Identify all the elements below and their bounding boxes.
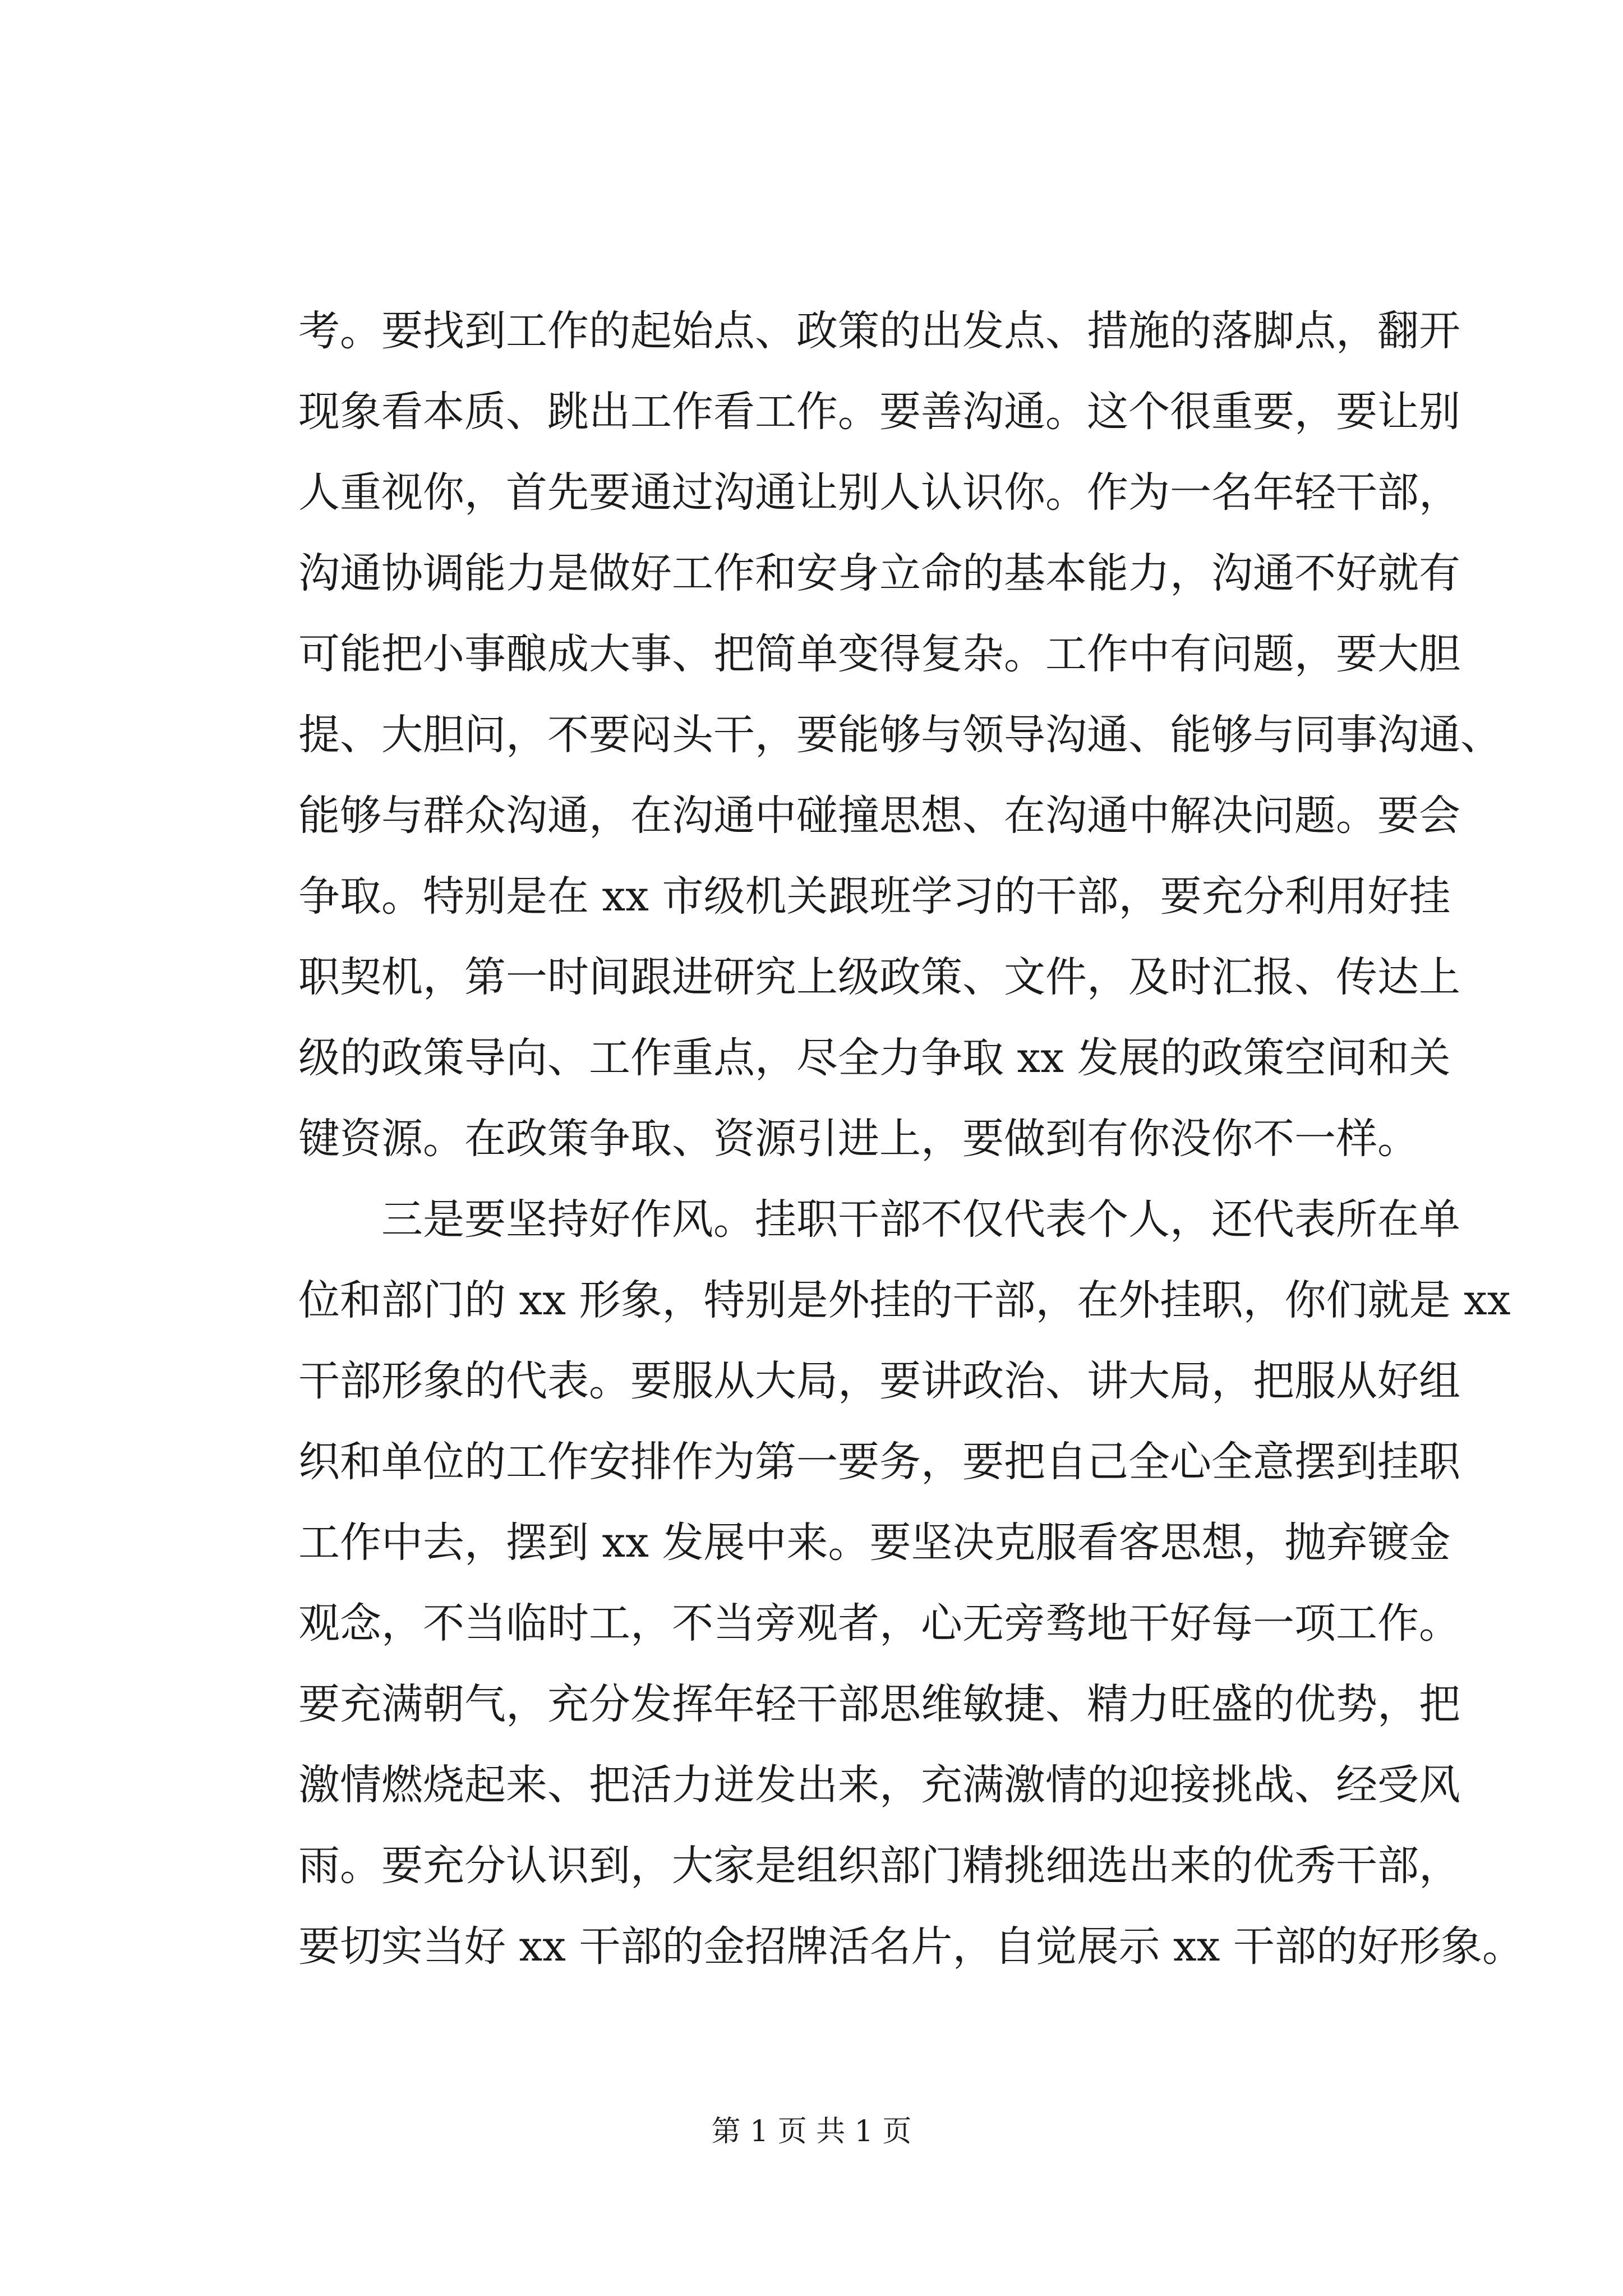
body-line-1: 考。要找到工作的起始点、政策的出发点、措施的落脚点，翻开 [298, 307, 1460, 355]
body-line-12: 三是要坚持好作风。挂职干部不仅代表个人，还代表所在单 [381, 1195, 1460, 1244]
page-footer: 第 1 页 共 1 页 [711, 2115, 912, 2148]
body-line-9: 职契机，第一时间跟进研究上级政策、文件，及时汇报、传达上 [298, 953, 1460, 1001]
body-line-20: 雨。要充分认识到，大家是组织部门精挑细选出来的优秀干部， [298, 1842, 1460, 1890]
body-line-16: 工作中去，摆到 xx 发展中来。要坚决克服看客思想，抛弃镀金 [298, 1519, 1451, 1567]
body-line-14: 干部形象的代表。要服从大局，要讲政治、讲大局，把服从好组 [298, 1357, 1460, 1405]
body-line-13: 位和部门的 xx 形象，特别是外挂的干部，在外挂职，你们就是 xx [298, 1276, 1511, 1324]
body-line-7: 能够与群众沟通，在沟通中碰撞思想、在沟通中解决问题。要会 [298, 792, 1460, 840]
body-line-4: 沟通协调能力是做好工作和安身立命的基本能力，沟通不好就有 [298, 549, 1460, 597]
body-line-10: 级的政策导向、工作重点，尽全力争取 xx 发展的政策空间和关 [298, 1034, 1451, 1082]
body-line-5: 可能把小事酿成大事、把简单变得复杂。工作中有问题，要大胆 [298, 630, 1460, 678]
body-line-2: 现象看本质、跳出工作看工作。要善沟通。这个很重要，要让别 [298, 388, 1460, 436]
body-line-19: 激情燃烧起来、把活力迸发出来，充满激情的迎接挑战、经受风 [298, 1761, 1460, 1809]
body-line-18: 要充满朝气，充分发挥年轻干部思维敏捷、精力旺盛的优势，把 [298, 1680, 1460, 1728]
body-line-21: 要切实当好 xx 干部的金招牌活名片，自觉展示 xx 干部的好形象。 [298, 1922, 1524, 1971]
body-line-11: 键资源。在政策争取、资源引进上，要做到有你没你不一样。 [298, 1115, 1419, 1163]
body-line-6: 提、大胆问，不要闷头干，要能够与领导沟通、能够与同事沟通、 [298, 711, 1502, 759]
body-line-17: 观念，不当临时工，不当旁观者，心无旁骛地干好每一项工作。 [298, 1599, 1460, 1648]
body-line-15: 织和单位的工作安排作为第一要务，要把自己全心全意摆到挂职 [298, 1438, 1460, 1486]
body-line-8: 争取。特别是在 xx 市级机关跟班学习的干部，要充分利用好挂 [298, 872, 1451, 921]
body-line-3: 人重视你，首先要通过沟通让别人认识你。作为一名年轻干部， [298, 468, 1460, 517]
